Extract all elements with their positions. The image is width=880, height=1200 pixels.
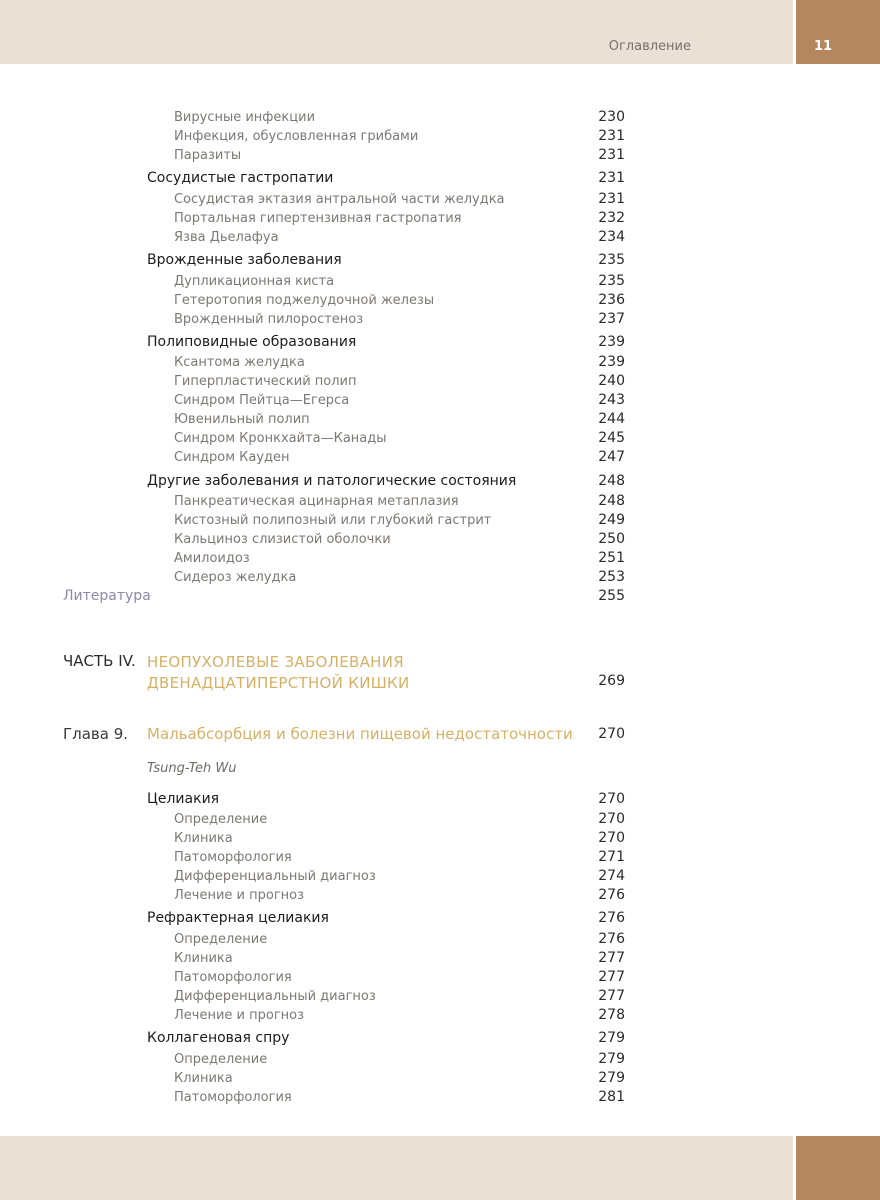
entry-title: Ювенильный полип bbox=[174, 412, 310, 427]
entry-page: 271 bbox=[598, 849, 625, 865]
page-number-block bbox=[796, 0, 880, 64]
toc-entry[interactable] bbox=[0, 391, 880, 410]
entry-page: 276 bbox=[598, 887, 625, 903]
toc-entry[interactable] bbox=[0, 448, 880, 467]
entry-title: Лечение и прогноз bbox=[174, 1008, 305, 1023]
entry-page: 274 bbox=[598, 868, 625, 884]
entry-title: Синдром Кронкхайта—Канады bbox=[174, 431, 387, 446]
toc-entry[interactable] bbox=[0, 909, 880, 928]
entry-title: Гетеротопия поджелудочной железы bbox=[174, 293, 435, 308]
entry-page: 276 bbox=[598, 931, 625, 947]
toc-entry[interactable] bbox=[0, 930, 880, 949]
entry-title: Патоморфология bbox=[174, 1090, 292, 1105]
header-band bbox=[0, 0, 793, 64]
entry-page: 239 bbox=[598, 334, 625, 350]
toc-entry[interactable] bbox=[0, 1069, 880, 1088]
entry-page: 234 bbox=[598, 229, 625, 245]
toc-entry[interactable] bbox=[0, 353, 880, 372]
entry-page: 253 bbox=[598, 569, 625, 585]
entry-page: 249 bbox=[598, 512, 625, 528]
entry-title: Синдром Кауден bbox=[174, 450, 290, 465]
entry-title: Лечение и прогноз bbox=[174, 888, 305, 903]
toc-entry[interactable] bbox=[0, 511, 880, 530]
entry-title: Полиповидные образования bbox=[147, 334, 357, 350]
toc-entry[interactable] bbox=[0, 968, 880, 987]
toc-entry[interactable] bbox=[0, 886, 880, 905]
entry-title: Паразиты bbox=[174, 148, 242, 163]
entry-title: Определение bbox=[174, 1052, 268, 1067]
part-title bbox=[147, 652, 410, 694]
page-number: 11 bbox=[814, 39, 833, 54]
toc-entry[interactable] bbox=[0, 1029, 880, 1048]
chapter-author: Tsung-Teh Wu bbox=[147, 761, 237, 776]
toc-entry[interactable] bbox=[0, 1050, 880, 1069]
toc-entry[interactable] bbox=[0, 127, 880, 146]
entry-title: Патоморфология bbox=[174, 970, 292, 985]
toc-entry[interactable] bbox=[0, 1088, 880, 1107]
entry-page: 243 bbox=[598, 392, 625, 408]
entry-title: Патоморфология bbox=[174, 850, 292, 865]
toc-entry[interactable] bbox=[0, 1006, 880, 1025]
entry-title: Определение bbox=[174, 812, 268, 827]
entry-page: 248 bbox=[598, 473, 625, 489]
toc-entry[interactable] bbox=[0, 492, 880, 511]
entry-page: 251 bbox=[598, 550, 625, 566]
entry-title: Врожденные заболевания bbox=[147, 252, 342, 268]
entry-page: 278 bbox=[598, 1007, 625, 1023]
entry-page: 235 bbox=[598, 273, 625, 289]
entry-page: 270 bbox=[598, 791, 625, 807]
entry-title: Сосудистая эктазия антральной части желудка bbox=[174, 192, 505, 207]
entry-page: 230 bbox=[598, 109, 625, 125]
part-title-line: ДВЕНАДЦАТИПЕРСТНОЙ КИШКИ bbox=[147, 674, 410, 692]
toc-entry[interactable] bbox=[0, 372, 880, 391]
toc-entry[interactable] bbox=[0, 209, 880, 228]
entry-title: Амилоидоз bbox=[174, 551, 250, 566]
toc-entry[interactable] bbox=[0, 333, 880, 352]
entry-title: Сидероз желудка bbox=[174, 570, 297, 585]
chapter-title: Мальабсорбция и болезни пищевой недостаточности bbox=[147, 725, 573, 743]
entry-page: 270 bbox=[598, 811, 625, 827]
toc-entry[interactable] bbox=[0, 848, 880, 867]
footer-page-block bbox=[796, 1136, 880, 1200]
chapter-page: 270 bbox=[598, 726, 625, 742]
entry-page: 239 bbox=[598, 354, 625, 370]
entry-title: Рефрактерная целиакия bbox=[147, 910, 329, 926]
entry-page: 231 bbox=[598, 128, 625, 144]
entry-page: 277 bbox=[598, 988, 625, 1004]
entry-title: Другие заболевания и патологические состояния bbox=[147, 473, 517, 489]
entry-page: 250 bbox=[598, 531, 625, 547]
entry-page: 277 bbox=[598, 950, 625, 966]
entry-page: 245 bbox=[598, 430, 625, 446]
part-title-line: НЕОПУХОЛЕВЫЕ ЗАБОЛЕВАНИЯ bbox=[147, 653, 404, 671]
entry-title: Клиника bbox=[174, 1071, 233, 1086]
toc-entry[interactable] bbox=[0, 949, 880, 968]
toc-entry[interactable] bbox=[0, 568, 880, 587]
entry-page: 281 bbox=[598, 1089, 625, 1105]
entry-page: 248 bbox=[598, 493, 625, 509]
entry-page: 231 bbox=[598, 147, 625, 163]
entry-page: 270 bbox=[598, 830, 625, 846]
entry-page: 279 bbox=[598, 1030, 625, 1046]
toc-entry[interactable] bbox=[0, 987, 880, 1006]
toc-entry[interactable] bbox=[0, 472, 880, 491]
toc-entry[interactable] bbox=[0, 810, 880, 829]
toc-entry[interactable] bbox=[0, 146, 880, 165]
toc-entry[interactable] bbox=[0, 310, 880, 329]
entry-page: 232 bbox=[598, 210, 625, 226]
toc-entry-references[interactable] bbox=[0, 587, 880, 606]
entry-page: 279 bbox=[598, 1051, 625, 1067]
entry-title: Клиника bbox=[174, 831, 233, 846]
entry-page: 231 bbox=[598, 191, 625, 207]
part-page: 269 bbox=[598, 673, 625, 689]
entry-title: Дифференциальный диагноз bbox=[174, 989, 376, 1004]
entry-title: Язва Дьелафуа bbox=[174, 230, 279, 245]
entry-title: Ксантома желудка bbox=[174, 355, 305, 370]
entry-page: 277 bbox=[598, 969, 625, 985]
section-title: Оглавление bbox=[608, 39, 691, 54]
entry-title: Вирусные инфекции bbox=[174, 110, 316, 125]
toc-entry[interactable] bbox=[0, 530, 880, 549]
toc-entry[interactable] bbox=[0, 867, 880, 886]
toc-entry[interactable] bbox=[0, 169, 880, 188]
toc-entry[interactable] bbox=[0, 790, 880, 809]
entry-title: Панкреатическая ацинарная метаплазия bbox=[174, 494, 459, 509]
entry-title: Сосудистые гастропатии bbox=[147, 170, 334, 186]
toc-entry[interactable] bbox=[0, 272, 880, 291]
entry-page: 237 bbox=[598, 311, 625, 327]
entry-title: Врожденный пилоростеноз bbox=[174, 312, 364, 327]
toc-entry[interactable] bbox=[0, 251, 880, 270]
entry-title: Гиперпластический полип bbox=[174, 374, 357, 389]
entry-page: 255 bbox=[598, 588, 625, 604]
entry-page: 236 bbox=[598, 292, 625, 308]
toc-entry[interactable] bbox=[0, 291, 880, 310]
toc-entry[interactable] bbox=[0, 549, 880, 568]
part-label: ЧАСТЬ IV. bbox=[63, 652, 136, 670]
entry-title: Целиакия bbox=[147, 791, 220, 807]
toc-entry[interactable] bbox=[0, 108, 880, 127]
entry-title: Определение bbox=[174, 932, 268, 947]
entry-page: 276 bbox=[598, 910, 625, 926]
entry-title: Клиника bbox=[174, 951, 233, 966]
chapter-label: Глава 9. bbox=[63, 725, 129, 743]
entry-title: Синдром Пейтца—Егерса bbox=[174, 393, 350, 408]
toc-entry[interactable] bbox=[0, 410, 880, 429]
entry-page: 247 bbox=[598, 449, 625, 465]
entry-title: Дифференциальный диагноз bbox=[174, 869, 376, 884]
entry-title: Литература bbox=[63, 588, 151, 604]
entry-page: 231 bbox=[598, 170, 625, 186]
toc-entry[interactable] bbox=[0, 228, 880, 247]
entry-title: Инфекция, обусловленная грибами bbox=[174, 129, 419, 144]
entry-page: 235 bbox=[598, 252, 625, 268]
entry-page: 240 bbox=[598, 373, 625, 389]
entry-title: Кистозный полипозный или глубокий гастрит bbox=[174, 513, 492, 528]
toc-entry[interactable] bbox=[0, 429, 880, 448]
entry-title: Кальциноз слизистой оболочки bbox=[174, 532, 391, 547]
toc-entry[interactable] bbox=[0, 829, 880, 848]
entry-page: 244 bbox=[598, 411, 625, 427]
entry-page: 279 bbox=[598, 1070, 625, 1086]
toc-entry[interactable] bbox=[0, 190, 880, 209]
footer-band bbox=[0, 1136, 793, 1200]
entry-title: Портальная гипертензивная гастропатия bbox=[174, 211, 462, 226]
entry-title: Коллагеновая спру bbox=[147, 1030, 290, 1046]
entry-title: Дупликационная киста bbox=[174, 274, 335, 289]
